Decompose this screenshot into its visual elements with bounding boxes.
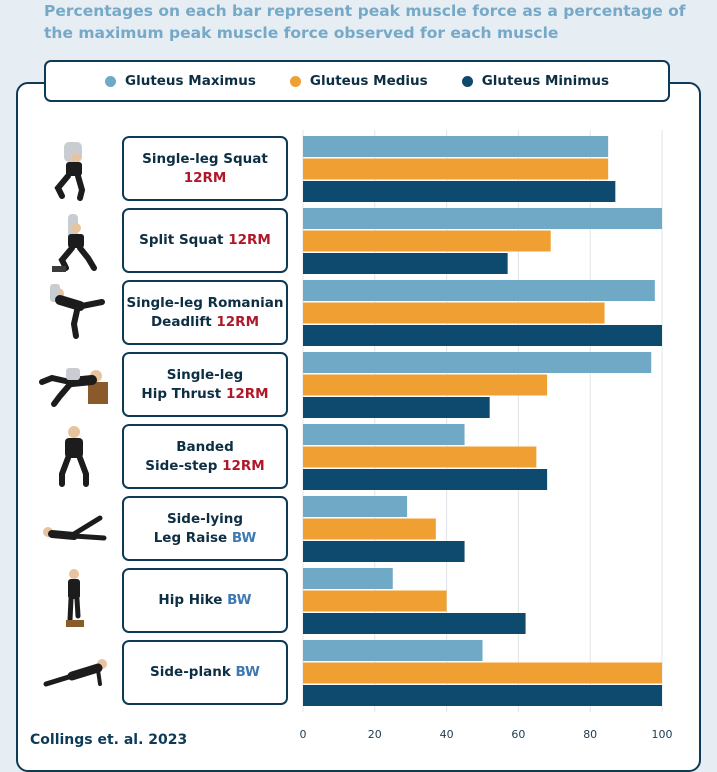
exercise-name: Single-leg — [166, 366, 244, 383]
exercise-name: Hip Hike — [158, 592, 223, 608]
bar-gluteus-maximus — [303, 424, 465, 445]
x-tick-label: 100 — [651, 728, 673, 741]
bar-gluteus-medius — [303, 519, 436, 540]
exercise-name-line2: Side-step — [145, 457, 218, 474]
bar-gluteus-maximus — [303, 280, 655, 301]
exercise-name: Single-leg Squat — [142, 150, 268, 167]
exercise-name: Side-plank — [150, 664, 231, 680]
bar-gluteus-minimus — [303, 469, 547, 490]
bar-gluteus-medius — [303, 663, 662, 684]
exercise-load: BW — [227, 592, 252, 608]
bar-gluteus-minimus — [303, 253, 508, 274]
bar-gluteus-medius — [303, 303, 605, 324]
exercise-name: Split Squat — [139, 232, 224, 248]
bar-gluteus-minimus — [303, 325, 662, 346]
x-tick-label: 40 — [439, 728, 454, 741]
bar-gluteus-maximus — [303, 208, 662, 229]
bar-gluteus-maximus — [303, 136, 608, 157]
bar-gluteus-maximus — [303, 568, 393, 589]
x-tick-label: 80 — [583, 728, 598, 741]
exercise-load: 12RM — [183, 169, 227, 186]
legend-label: Gluteus Minimus — [481, 73, 609, 89]
bar-gluteus-minimus — [303, 541, 465, 562]
exercise-load: 12RM — [216, 313, 260, 330]
exercise-name-line2: Deadlift — [150, 313, 212, 330]
bar-gluteus-minimus — [303, 397, 490, 418]
bar-gluteus-maximus — [303, 352, 651, 373]
exercise-load: BW — [235, 664, 260, 680]
x-tick-label: 60 — [511, 728, 526, 741]
bar-gluteus-minimus — [303, 613, 526, 634]
bar-gluteus-medius — [303, 591, 447, 612]
bar-gluteus-medius — [303, 159, 608, 180]
bar-gluteus-minimus — [303, 181, 615, 202]
exercise-name: Single-leg Romanian — [126, 294, 284, 311]
legend-label: Gluteus Maximus — [125, 73, 256, 89]
exercise-load: 12RM — [225, 385, 269, 402]
bar-gluteus-minimus — [303, 685, 662, 706]
x-tick-label: 0 — [299, 728, 307, 741]
exercise-load: 12RM — [228, 232, 271, 248]
bar-gluteus-medius — [303, 375, 547, 396]
x-tick-label: 20 — [367, 728, 382, 741]
bar-gluteus-maximus — [303, 640, 483, 661]
exercise-load: 12RM — [222, 457, 265, 474]
exercise-name: Banded — [176, 438, 234, 455]
legend-label: Gluteus Medius — [309, 73, 428, 89]
exercise-name-line2: Hip Thrust — [141, 385, 222, 402]
bar-gluteus-medius — [303, 231, 551, 252]
exercise-load: BW — [231, 529, 257, 546]
bar-gluteus-maximus — [303, 496, 407, 517]
chart-subtitle: Percentages on each bar represent peak muscle force as a percentage of the maximum peak muscle force observed for each muscle — [44, 2, 686, 42]
bar-gluteus-medius — [303, 447, 536, 468]
exercise-name-line2: Leg Raise — [153, 529, 228, 546]
exercise-name: Side-lying — [166, 510, 244, 527]
source-citation: Collings et. al. 2023 — [30, 732, 188, 748]
